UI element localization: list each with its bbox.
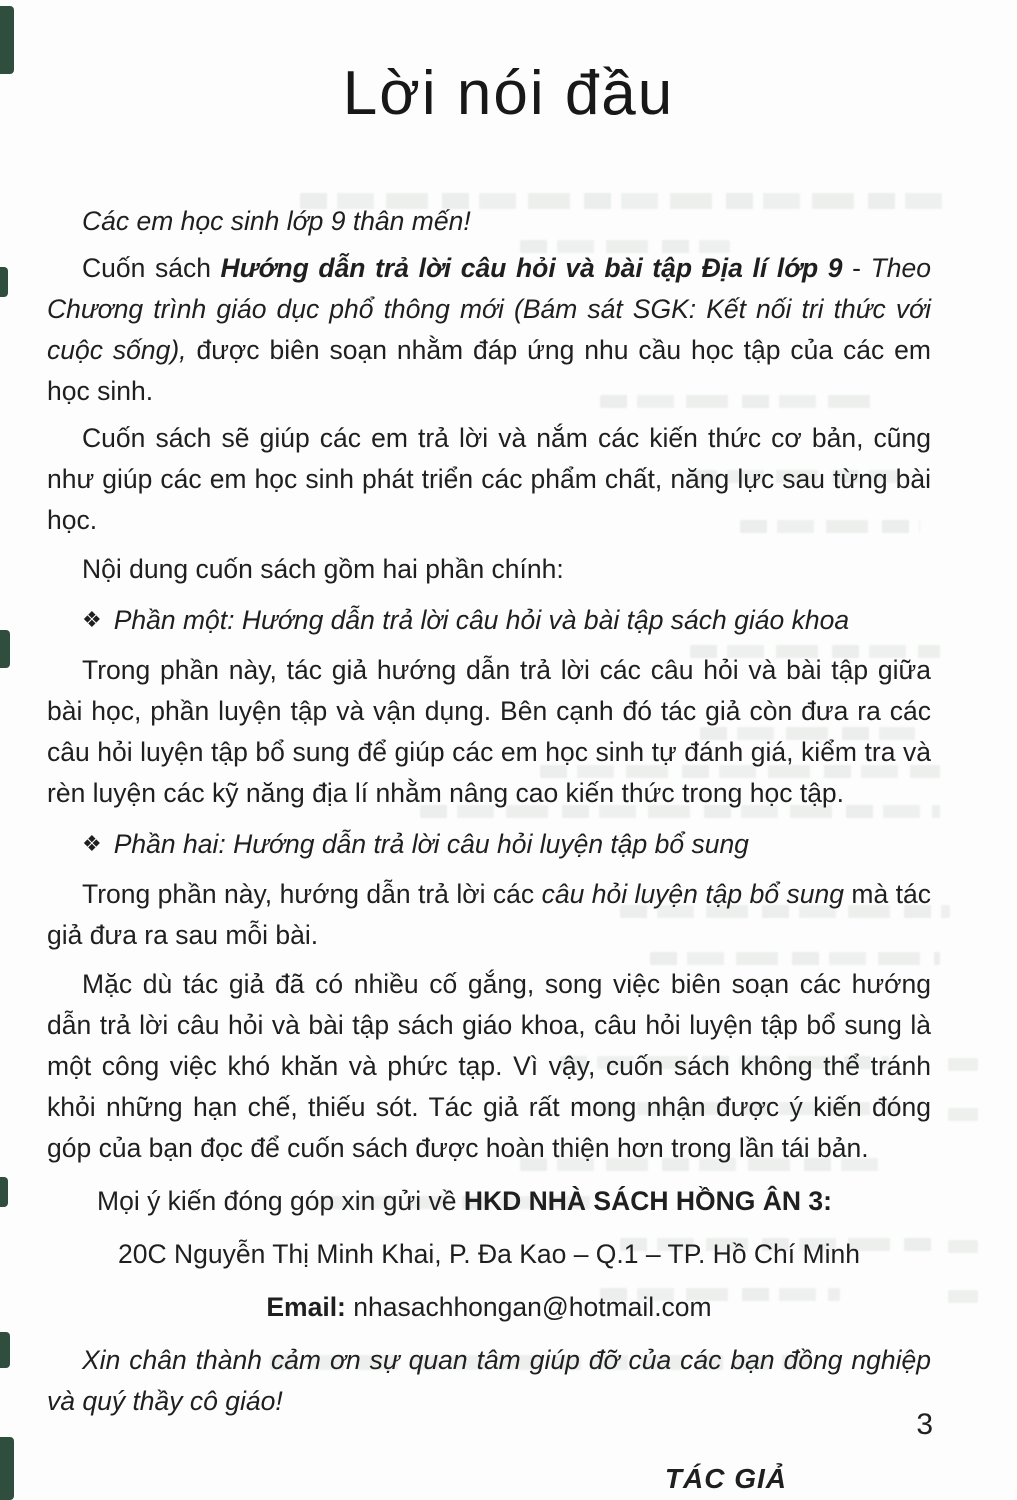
publisher-email-line: [47, 1287, 931, 1328]
bleed-through-artifact: [948, 1108, 978, 1121]
publisher-name: HKD NHÀ SÁCH HỒNG ÂN 3:: [463, 1186, 832, 1216]
paragraph-thanks: Xin chân thành cảm ơn sự quan tâm giúp đỡ của các bạn đồng nghiệp và quý thầy cô giáo!: [47, 1345, 931, 1416]
paragraph-apology: Mặc dù tác giả đã có nhiều cố gắng, song việc biên soạn các hướng dẫn trả lời câu hỏi và bài tập sách giáo khoa, câu hỏi luyện tập bổ sung là một công việc khó khăn và phức tạp. Vì vậy, cuốn sách không thể tránh khỏi những hạn chế, thiếu sót. Tác giả rất mong nhận được ý kiến đóng góp của bạn đọc để cuốn sách được hoàn thiện hơn trong lần tái bản.: [47, 969, 931, 1163]
scan-edge-artifact: [0, 1332, 10, 1368]
part-two-heading: [82, 824, 931, 866]
part-two-desc-lead: Trong phần này, hướng dẫn trả lời các: [82, 879, 542, 909]
bleed-through-artifact: [948, 1058, 978, 1071]
bleed-through-artifact: [948, 1240, 978, 1253]
part-one-heading: [82, 600, 931, 642]
book-title: Hướng dẫn trả lời câu hỏi và bài tập Địa lí lớp 9: [220, 253, 843, 283]
salutation: Các em học sinh lớp 9 thân mến!: [82, 206, 471, 236]
email-label: Email:: [266, 1292, 346, 1322]
bleed-through-artifact: [948, 1290, 978, 1303]
part-two-desc-tail: mà tác giả đưa ra sau mỗi bài.: [47, 879, 931, 950]
email-value: nhasachhongan@hotmail.com: [345, 1292, 712, 1322]
scan-edge-artifact: [0, 6, 14, 74]
scan-edge-artifact: [0, 1437, 14, 1500]
diamond-bullet-icon: ❖: [82, 607, 102, 632]
paragraph-part-two-desc: [47, 874, 931, 956]
book-intro-lead: Cuốn sách: [82, 253, 221, 283]
paragraph-book-intro: [47, 248, 931, 412]
paragraph-structure-lead: Nội dung cuốn sách gồm hai phần chính:: [82, 554, 564, 584]
book-intro-tail: được biên soạn nhằm đáp ứng nhu cầu học tập của các em học sinh.: [47, 335, 931, 406]
diamond-bullet-icon: ❖: [82, 831, 102, 856]
scan-edge-artifact: [0, 1177, 8, 1207]
scan-edge-artifact: [0, 267, 8, 297]
scan-edge-artifact: [0, 630, 10, 668]
part-two-desc-emphasis: câu hỏi luyện tập bổ sung: [541, 879, 844, 909]
paragraph-contact: [47, 1181, 931, 1222]
paragraph-part-one-desc: Trong phần này, tác giả hướng dẫn trả lời các câu hỏi và bài tập giữa bài học, phần luyện tập và vận dụng. Bên cạnh đó tác giả còn đưa ra các câu hỏi luyện tập bổ sung để giúp các em học sinh tự đánh giá, kiểm tra và rèn luyện các kỹ năng địa lí nhằm nâng cao kiến thức trong học tập.: [47, 655, 931, 808]
part-two-heading-label: Phần hai: Hướng dẫn trả lời câu hỏi luyện tập bổ sung: [113, 829, 749, 859]
author-signature: TÁC GIẢ: [664, 1463, 787, 1494]
contact-lead: Mọi ý kiến đóng góp xin gửi về: [97, 1186, 464, 1216]
foreword-content: [47, 201, 931, 1499]
part-one-heading-label: Phần một: Hướng dẫn trả lời câu hỏi và bài tập sách giáo khoa: [113, 605, 850, 635]
page-number: 3: [916, 1408, 933, 1441]
book-intro-dash: -: [842, 253, 871, 283]
book-subtitle: Theo Chương trình giáo dục phổ thông mới (Bám sát SGK: Kết nối tri thức với cuộc sống),: [47, 253, 931, 365]
page-title: Lời nói đầu: [342, 59, 675, 128]
paragraph-benefit: Cuốn sách sẽ giúp các em trả lời và nắm các kiến thức cơ bản, cũng như giúp các em học sinh phát triển các phẩm chất, năng lực sau từng bài học.: [47, 423, 931, 535]
publisher-address: 20C Nguyễn Thị Minh Khai, P. Đa Kao – Q.1 – TP. Hồ Chí Minh: [118, 1239, 860, 1269]
